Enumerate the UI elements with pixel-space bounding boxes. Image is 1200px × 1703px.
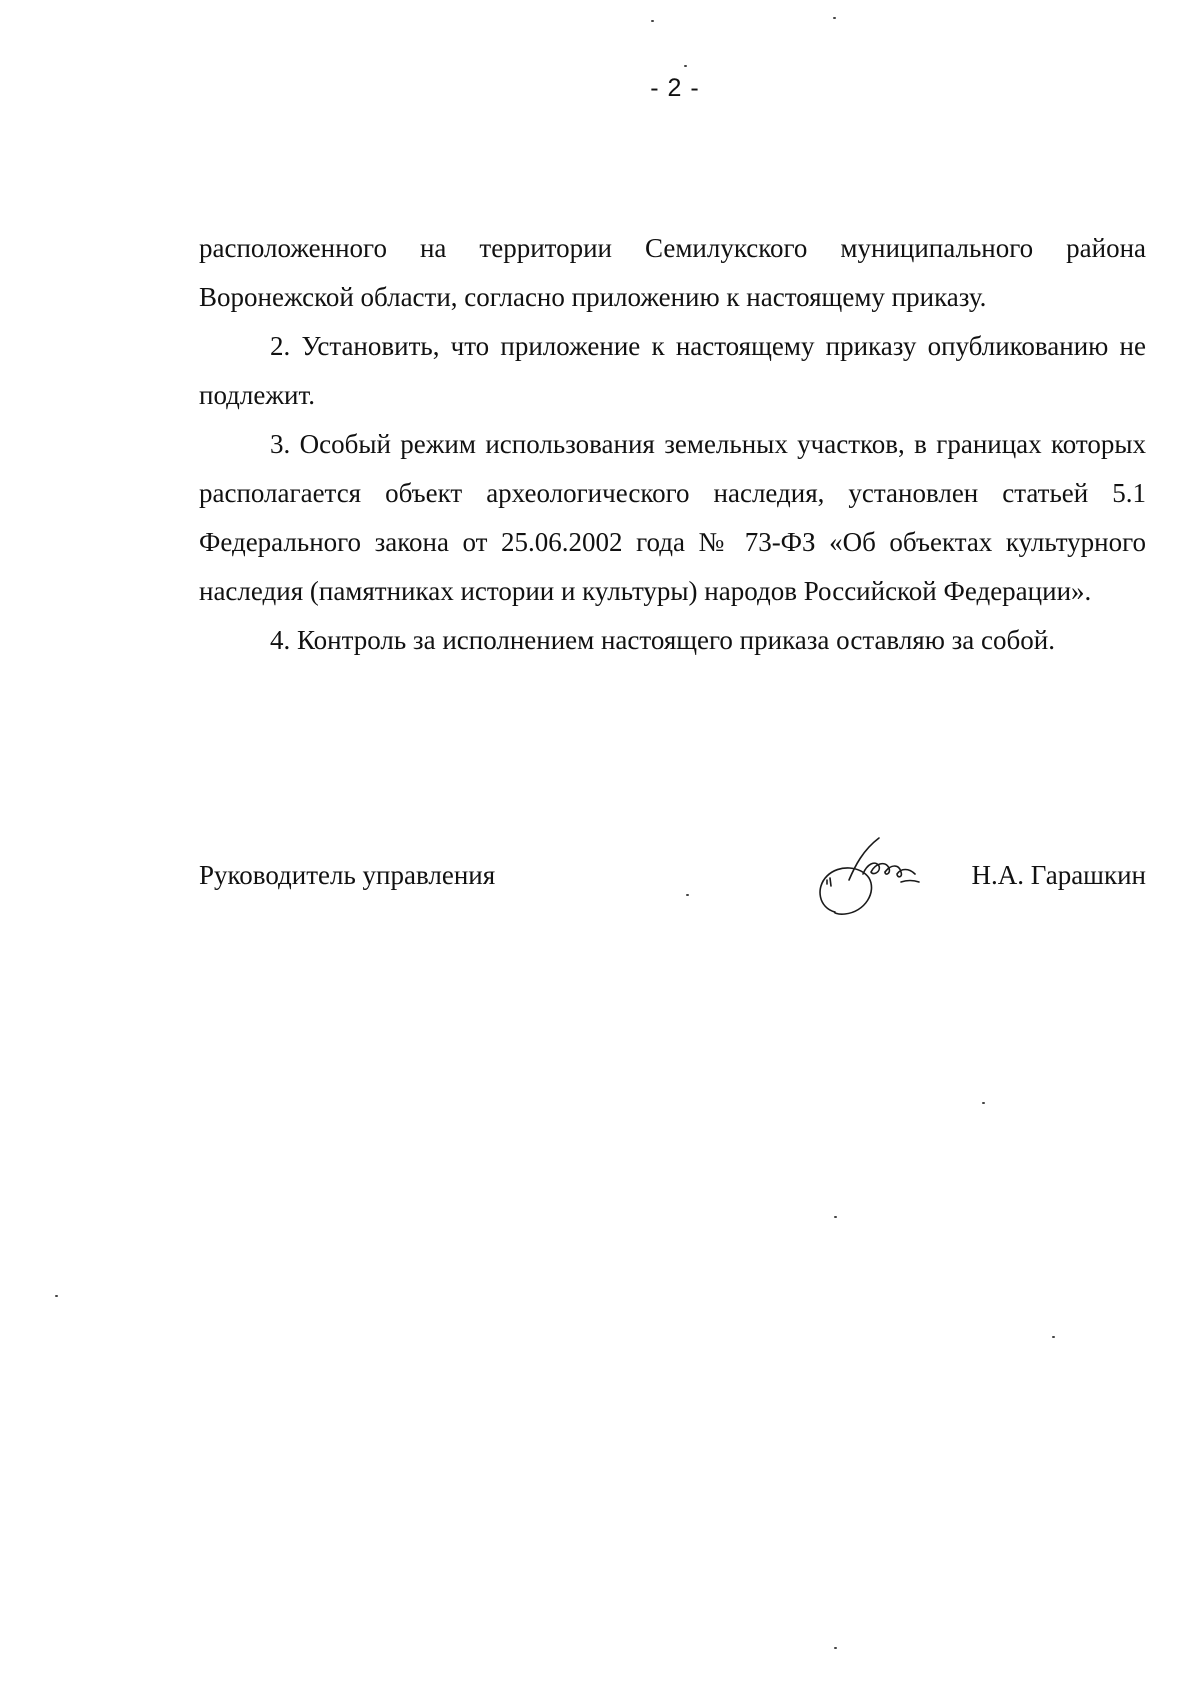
- scan-speck: [833, 17, 836, 19]
- paragraph-3: 3. Особый режим использования земельных участков, в границах которых располагается объект археологического наследия, установлен статьей 5.1 Федерального закона от 25.06.2002 года № 73-ФЗ «Об объектах культурного наследия (памятниках истории и культуры) народов Российской Федерации».: [199, 429, 1146, 606]
- scan-speck: [834, 1216, 837, 1218]
- paragraph-continuation: расположенного на территории Семилукского муниципального района Воронежской области, согласно приложению к настоящему приказу.: [199, 233, 1146, 312]
- scan-speck: [686, 894, 689, 896]
- page-number: - 2 -: [650, 74, 700, 102]
- signature-block: [199, 860, 1146, 920]
- document-body: [199, 224, 1146, 665]
- scan-speck: [684, 65, 687, 67]
- scan-speck: [55, 1295, 58, 1297]
- handwritten-signature: [805, 820, 925, 920]
- scan-speck: [834, 1647, 837, 1649]
- paragraph-4: 4. Контроль за исполнением настоящего приказа оставляю за собой.: [270, 625, 1055, 655]
- position-title: Руководитель управления: [199, 860, 496, 890]
- scan-speck: [982, 1102, 985, 1104]
- paragraph-2: 2. Установить, что приложение к настоящему приказу опубликованию не подлежит.: [199, 331, 1146, 410]
- scan-speck: [1052, 1336, 1055, 1338]
- scan-speck: [651, 20, 654, 22]
- signatory-name: Н.А. Гарашкин: [971, 860, 1146, 890]
